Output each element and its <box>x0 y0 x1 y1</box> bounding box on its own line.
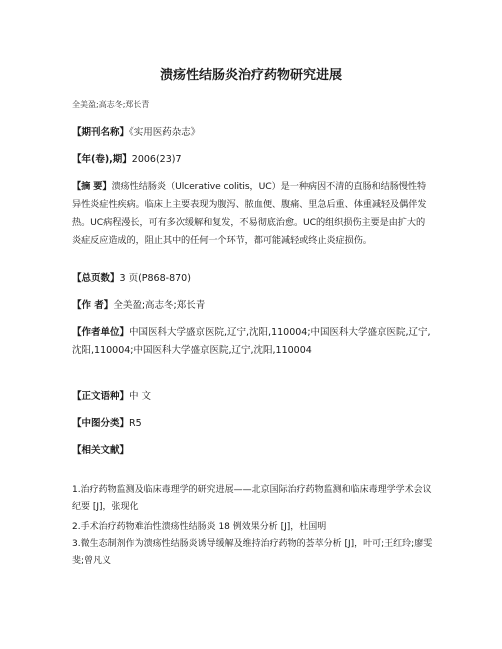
related-heading <box>72 442 432 460</box>
author-field <box>72 297 432 315</box>
clc-label: 【中图分类】 <box>72 418 130 429</box>
reference-item[interactable]: 3.微生态制剂作为溃疡性结肠炎诱导缓解及维持治疗药物的荟萃分析 [J]，叶可;王红玲;廖雯斐;曾凡义 <box>72 539 433 566</box>
language-label: 【正文语种】 <box>72 391 130 402</box>
abstract-value: 溃疡性结肠炎（Ulcerative colitis，UC）是一种病因不清的直肠和结肠慢性特异性炎症性疾病。临床上主要表现为腹泻、脓血便、腹痛、里急后重、体重减轻及偶伴发热。UC病程漫长，可有多次缓解和复发，不易彻底治愈。UC的组织损伤主要是由扩大的炎症反应造成的，阻止其中的任何一个环节，都可能减轻或终止炎症损伤。 <box>72 181 427 246</box>
year-issue-field <box>72 151 432 169</box>
clc-field <box>72 415 432 433</box>
abstract-field <box>72 178 432 250</box>
journal-label: 【期刊名称】 <box>72 127 130 138</box>
abstract-label: 【摘 要】 <box>72 181 112 192</box>
reference-item[interactable]: 2.手术治疗药物难治性溃疡性结肠炎 18 例效果分析 [J]，杜国明 <box>72 522 327 532</box>
journal-value: 《实用医药杂志》 <box>129 127 201 138</box>
year-issue-value: 2006(23)7 <box>131 154 182 165</box>
pages-field <box>72 270 432 288</box>
journal-field <box>72 124 432 142</box>
affiliation-label: 【作者单位】 <box>72 327 130 338</box>
language-value: 中 文 <box>129 391 152 402</box>
clc-value: R5 <box>129 418 142 429</box>
year-issue-label: 【年(卷),期】 <box>72 154 132 165</box>
pages-value: 3 页(P868-870) <box>119 273 191 284</box>
pages-label: 【总页数】 <box>72 273 120 284</box>
affiliation-field <box>72 324 432 360</box>
related-label: 【相关文献】 <box>72 445 130 456</box>
document-title: 溃疡性结肠炎治疗药物研究进展 <box>159 68 342 83</box>
author-value: 全美盈;高志冬;郑长青 <box>113 300 206 311</box>
authors-line: 全美盈;高志冬;郑长青 <box>72 100 150 109</box>
language-field <box>72 388 432 406</box>
affiliation-value: 中国医科大学盛京医院,辽宁,沈阳,110004;中国医科大学盛京医院,辽宁,沈阳,110004;中国医科大学盛京医院,辽宁,沈阳,110004 <box>72 327 431 356</box>
author-label: 【作 者】 <box>72 300 114 311</box>
reference-item[interactable]: 1.治疗药物监测及临床毒理学的研究进展——北京国际治疗药物监测和临床毒理学学术会议纪要 [J]，张现化 <box>72 485 432 512</box>
